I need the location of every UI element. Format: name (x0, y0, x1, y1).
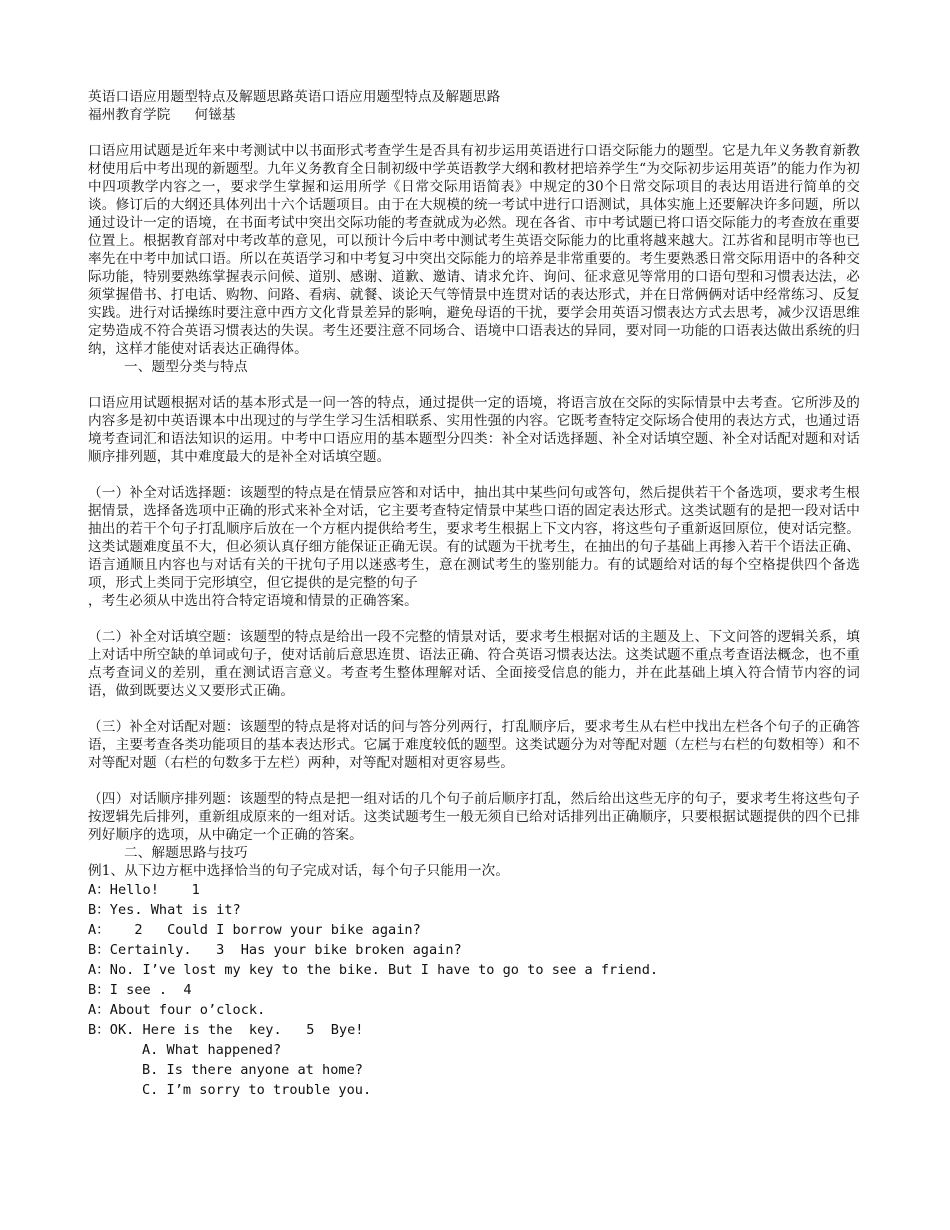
type-1-paragraph: （一）补全对话选择题：该题型的特点是在情景应答和对话中，抽出其中某些问句或答句，然后提供若干个备选项，要求考生根据情景，选择备选项中正确的形式来补全对话，它主要考查特定情景中某些口语的固定表达形式。这类试题有的是把一段对话中抽出的若干个句子打乱顺序后放在一个方框内提供给考生，要求考生根据上下文内容，将这些句子重新返回原位，使对话完整。这类试题难度虽不大，但必须认真仔细方能保证正确无误。有的试题为干扰考生，在抽出的句子基础上再掺入若干个语法正确、语言通顺且内容也与对话有关的干扰句子用以迷惑考生，意在测试考生的鉴别能力。有的试题给对话的每个空格提供四个备选项，形式上类同于完形填空，但它提供的是完整的句子 (88, 485, 860, 591)
dialogue-line: A：No. I’ve lost my key to the bike. But I have to go to see a friend. (88, 962, 659, 978)
answer-option: B. Is there anyone at home? (142, 1062, 363, 1078)
spacer (88, 772, 860, 790)
author-name: 何镃基 (194, 107, 236, 123)
section-heading-1: 一、题型分类与特点 (124, 359, 248, 375)
types-paragraph: 口语应用试题根据对话的基本形式是一问一答的特点，通过提供一定的语境，将语言放在交际的实际情景中去考查。它所涉及的内容多是初中英语课本中出现过的与学生学习生活相联系、实用性强的内容。它既考查特定交际场合使用的表达方式，也通过语境考查词汇和语法知识的运用。中考中口语应用的基本题型分四类：补全对话选择题、补全对话填空题、补全对话配对题和对话顺序排列题，其中难度最大的是补全对话填空题。 (88, 395, 860, 465)
dialogue-line: A：Hello! 1 (88, 882, 200, 898)
answer-options (88, 1040, 860, 1100)
dialogue-line: A： 2 Could I borrow your bike again? (88, 922, 421, 938)
author-organization: 福州教育学院 (88, 107, 171, 123)
spacer (88, 376, 860, 394)
dialogue-line: A：About four o’clock. (88, 1002, 266, 1018)
intro-paragraph: 口语应用试题是近年来中考测试中以书面形式考查学生是否具有初步运用英语进行口语交际能力的题型。它是九年义务教育新教材使用后中考出现的新题型。九年义务教育全日制初级中学英语教学大纲和教材把培养学生“为交际初步运用英语”的能力作为初中四项教学内容之一，要求学生掌握和运用所学《日常交际用语简表》中规定的30个日常交际项目的表达用语进行简单的交谈。修订后的大纲还具体列出十六个话题项目。由于在大规模的统一考试中进行口语测试，具体实施上还要解决许多问题，所以通过设计一定的语境，在书面考试中突出交际功能的考查就成为必然。现在各省、市中考试题已将口语交际能力的考查放在重要位置上。根据教育部对中考改革的意见，可以预计今后中考中测试考生英语交际能力的比重将越来越大。江苏省和昆明市等也已率先在中考中加试口语。所以在英语学习和中考复习中突出交际能力的培养是非常重要的。考生要熟悉日常交际用语中的各种交际功能，特别要熟练掌握表示问候、道别、感谢、道歉、邀请、请求允许、询问、征求意见等常用的口语句型和习惯表达法，必须掌握借书、打电话、购物、问路、看病、就餐、谈论天气等情景中连贯对话的表达形式，并在日常俩俩对话中经常练习、反复实践。进行对话操练时要注意中西方文化背景差异的影响，避免母语的干扰，要学会用英语习惯表达方式去思考，减少汉语思维定势造成不符合英语习惯表达的失误。考生还要注意不同场合、语境中口语表达的异同，要对同一功能的口语表达做出系统的归纳，这样才能使对话表达正确得体。 (88, 143, 860, 357)
dialogue-line: B：Certainly. 3 Has your bike broken again? (88, 942, 462, 958)
spacer (88, 610, 860, 628)
spacer (88, 700, 860, 718)
example-intro: 例1、从下边方框中选择恰当的句子完成对话，每个句子只能用一次。 (88, 863, 510, 879)
dialogue-line: B：OK. Here is the key. 5 Bye! (88, 1022, 364, 1038)
type-1-paragraph-tail: ，考生必须从中选出符合特定语境和情景的正确答案。 (88, 593, 418, 609)
spacer (88, 124, 860, 142)
author-line (88, 106, 860, 124)
spacer (88, 466, 860, 484)
document-title: 英语口语应用题型特点及解题思路英语口语应用题型特点及解题思路 (88, 89, 501, 105)
answer-option: A. What happened? (142, 1042, 282, 1058)
type-3-paragraph: （三）补全对话配对题：该题型的特点是将对话的问与答分列两行，打乱顺序后，要求考生从右栏中找出左栏各个句子的正确答语，主要考查各类功能项目的基本表达形式。它属于难度较低的题型。这类试题分为对等配对题（左栏与右栏的句数相等）和不对等配对题（右栏的句数多于左栏）两种，对等配对题相对更容易些。 (88, 719, 860, 771)
document-page (88, 88, 860, 1100)
type-4-paragraph: （四）对话顺序排列题：该题型的特点是把一组对话的几个句子前后顺序打乱，然后给出这些无序的句子，要求考生将这些句子按逻辑先后排列，重新组成原来的一组对话。这类试题考生一般无须自已给对话排列出正确顺序，只要根据试题提供的四个已排列好顺序的选项，从中确定一个正确的答案。 (88, 791, 860, 843)
dialogue (88, 880, 860, 1040)
answer-option: C. I’m sorry to trouble you. (142, 1082, 372, 1098)
dialogue-line: B：Yes. What is it? (88, 902, 241, 918)
section-heading-2: 二、解题思路与技巧 (124, 845, 248, 861)
dialogue-line: B：I see . 4 (88, 982, 192, 998)
type-2-paragraph: （二）补全对话填空题：该题型的特点是给出一段不完整的情景对话，要求考生根据对话的主题及上、下文问答的逻辑关系，填上对话中所空缺的单词或句子，使对话前后意思连贯、语法正确、符合英语习惯表达法。这类试题不重点考查语法概念，也不重点考查词义的差别，重在测试语言意义。考查考生整体理解对话、全面接受信息的能力，并在此基础上填入符合情节内容的词语，做到既要达义又要形式正确。 (88, 629, 860, 699)
